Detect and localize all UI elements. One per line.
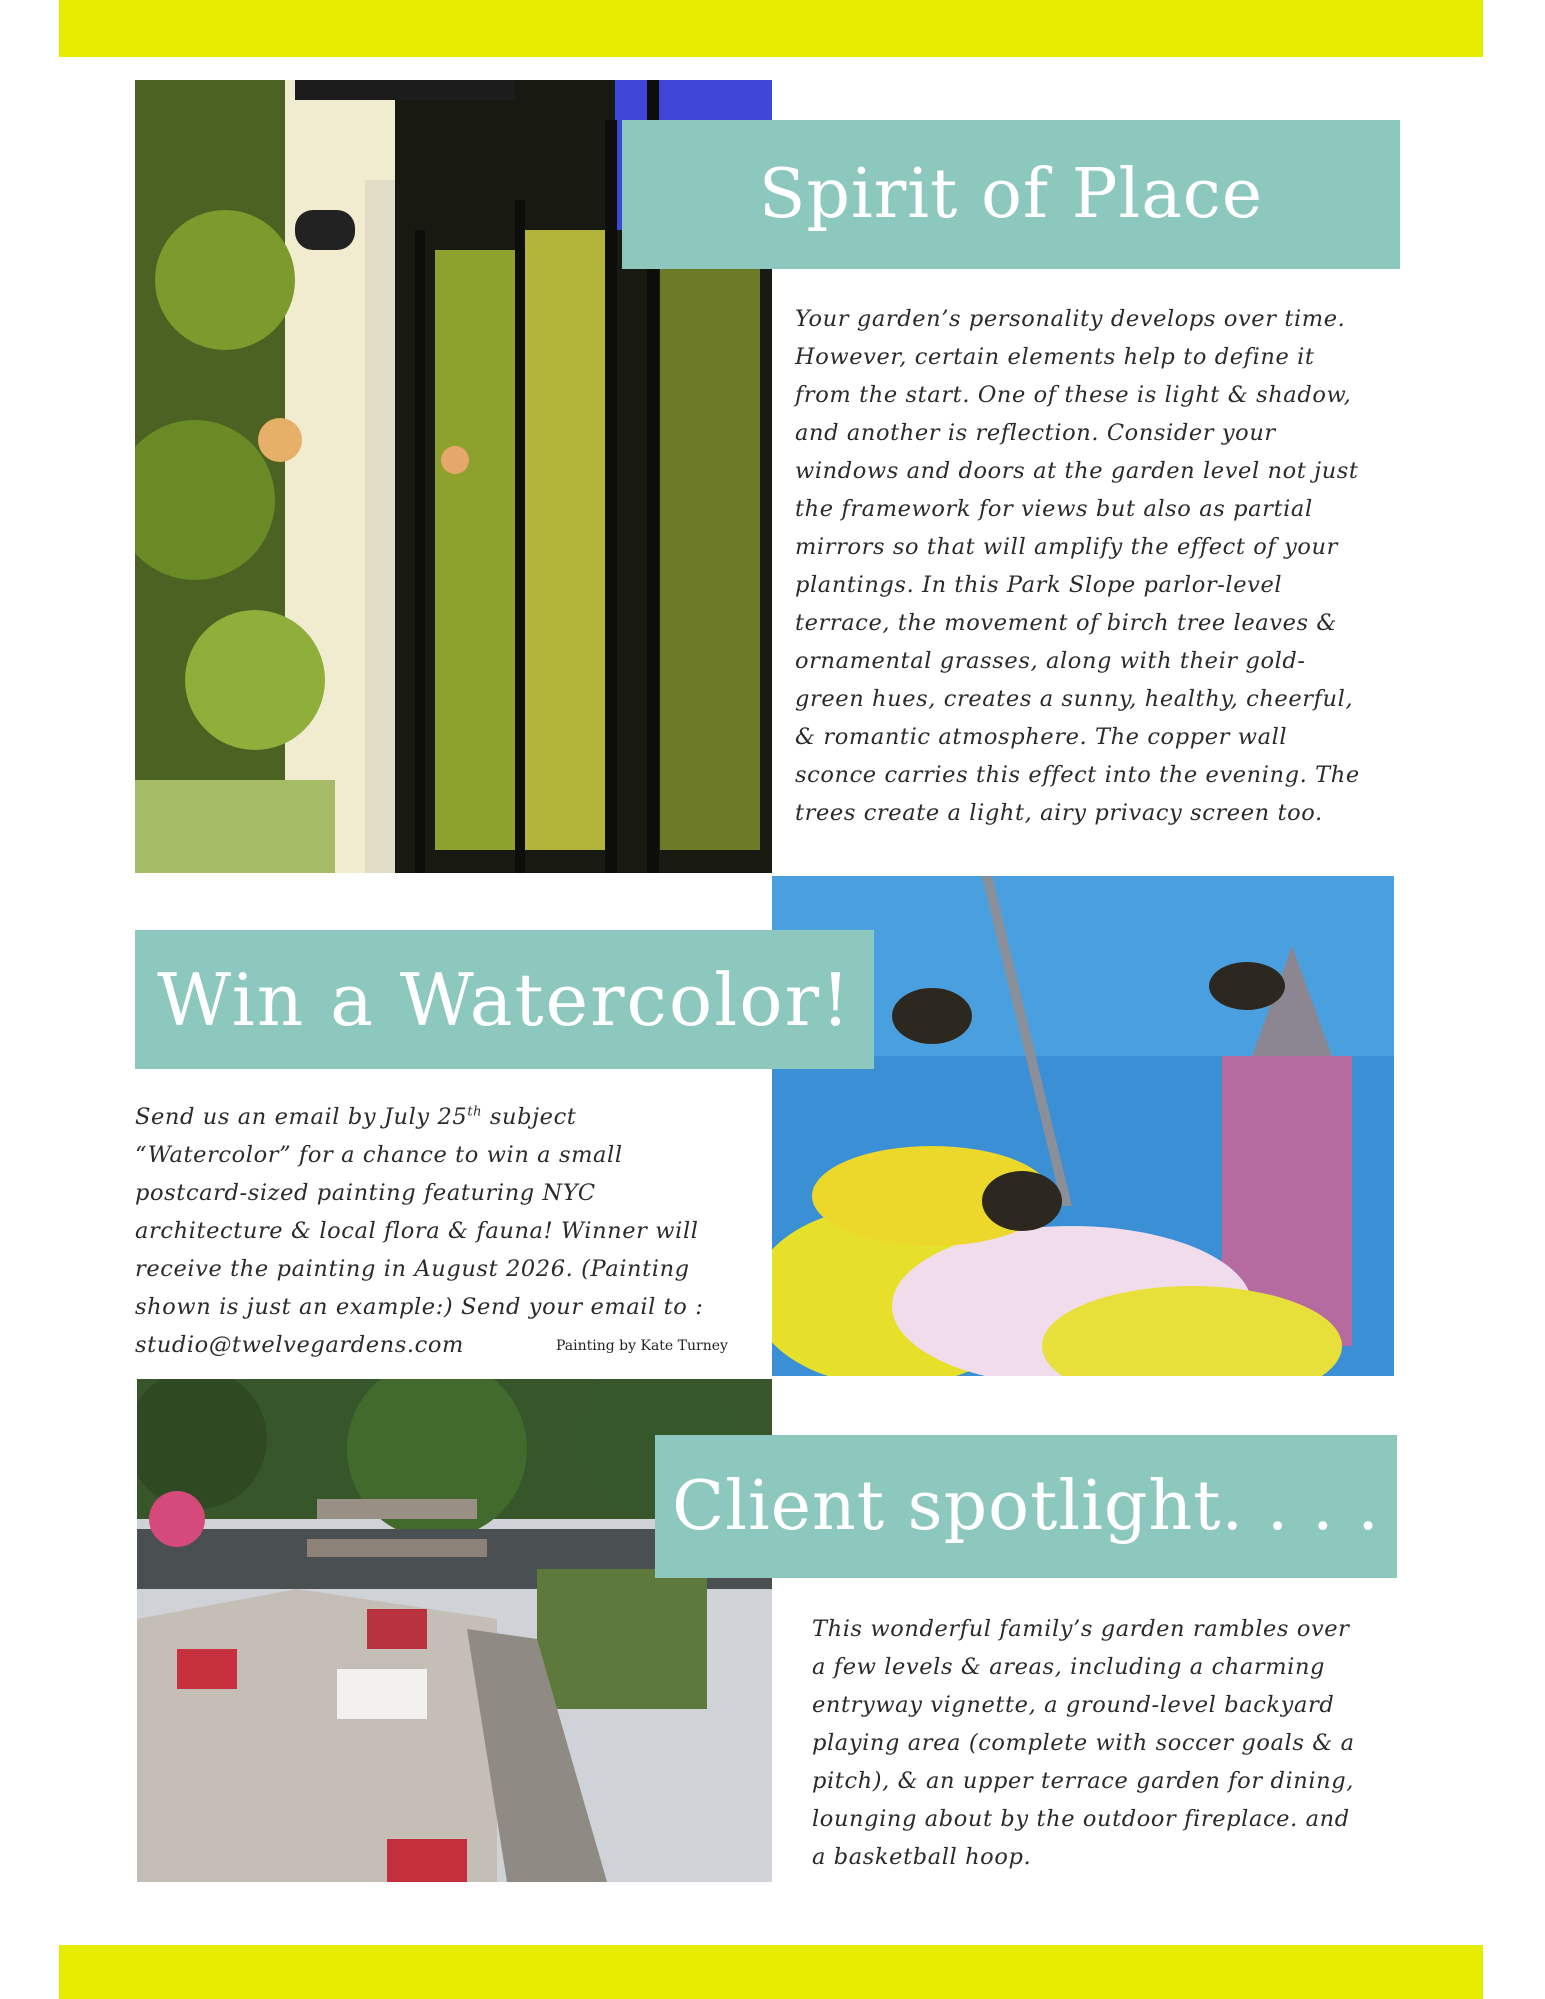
watercolor-paragraph-line: shown is just an example:) Send your email to : (135, 1294, 704, 1320)
top-accent-band (59, 0, 1483, 57)
win-a-watercolor-title: Win a Watercolor! (135, 930, 874, 1069)
watercolor-paragraph-line: “Watercolor” for a chance to win a small (135, 1142, 623, 1168)
spotlight-paragraph-line: pitch), & an upper terrace garden for dining, (812, 1768, 1354, 1794)
spotlight-paragraph-line: This wonderful family’s garden rambles over (812, 1616, 1350, 1642)
spirit-paragraph-line: & romantic atmosphere. The copper wall (795, 724, 1288, 750)
spirit-paragraph-line: windows and doors at the garden level not just (795, 458, 1359, 484)
spirit-paragraph-line: ornamental grasses, along with their gold- (795, 648, 1306, 674)
client-spotlight-paragraph (812, 1610, 1355, 1876)
spirit-of-place-paragraph (795, 300, 1360, 832)
watercolor-paragraph-line: studio@twelvegardens.com (135, 1332, 464, 1358)
spirit-paragraph-line: sconce carries this effect into the evening. The (795, 762, 1360, 788)
spirit-paragraph-line: terrace, the movement of birch tree leaves & (795, 610, 1338, 636)
spirit-paragraph-line: green hues, creates a sunny, healthy, cheerful, (795, 686, 1354, 712)
spirit-paragraph-line: and another is reflection. Consider your (795, 420, 1276, 446)
spirit-paragraph-line: plantings. In this Park Slope parlor-level (795, 572, 1283, 598)
spirit-paragraph-line: from the start. One of these is light & shadow, (795, 382, 1352, 408)
spirit-paragraph-line: trees create a light, airy privacy screen too. (795, 800, 1323, 826)
spotlight-paragraph-line: playing area (complete with soccer goals & a (812, 1730, 1355, 1756)
spotlight-paragraph-line: a few levels & areas, including a charming (812, 1654, 1326, 1680)
spirit-paragraph-line: the framework for views but also as partial (795, 496, 1313, 522)
watercolor-paragraph-line: postcard-sized painting featuring NYC (135, 1180, 596, 1206)
watercolor-paragraph (135, 1098, 703, 1364)
watercolor-first-line: Send us an email by July 25th subject (135, 1104, 577, 1130)
spirit-paragraph-line: mirrors so that will amplify the effect of your (795, 534, 1338, 560)
spirit-paragraph-line: However, certain elements help to define it (795, 344, 1315, 370)
painting-credit-caption: Painting by Kate Turney (556, 1338, 728, 1354)
spotlight-paragraph-line: a basketball hoop. (812, 1844, 1032, 1870)
client-spotlight-title: Client spotlight. . . . (655, 1435, 1397, 1578)
spotlight-paragraph-line: entryway vignette, a ground-level backyard (812, 1692, 1335, 1718)
spirit-paragraph-line: Your garden’s personality develops over time. (795, 306, 1346, 332)
watercolor-paragraph-line: architecture & local flora & fauna! Winner will (135, 1218, 699, 1244)
spotlight-paragraph-line: lounging about by the outdoor fireplace. and (812, 1806, 1350, 1832)
watercolor-paragraph-line: receive the painting in August 2026. (Painting (135, 1256, 690, 1282)
spirit-of-place-title: Spirit of Place (622, 120, 1400, 269)
bottom-accent-band (59, 1945, 1483, 1999)
